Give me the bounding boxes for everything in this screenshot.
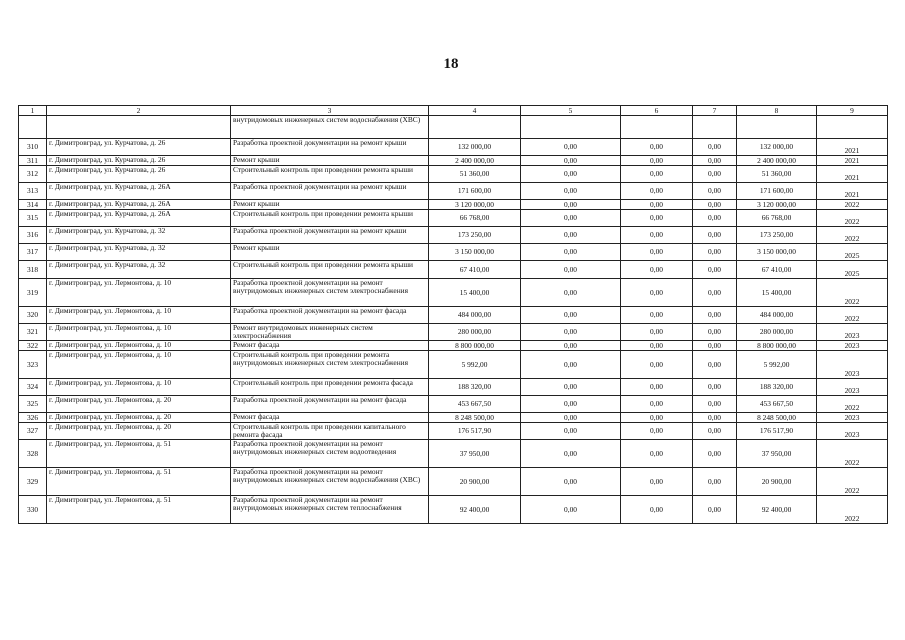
table-row — [19, 396, 888, 413]
amount-owners-cell: 67 410,00 — [737, 261, 817, 279]
address-cell: г. Димитровград, ул. Курчатова, д. 32 — [47, 227, 231, 244]
work-cell: Строительный контроль при проведении ремонта крыши — [231, 166, 429, 183]
work-cell: Разработка проектной документации на ремонт внутридомовых инженерных систем водоотведения — [231, 440, 429, 468]
table-cell — [693, 116, 737, 139]
amount-total-cell: 280 000,00 — [429, 324, 521, 341]
amount-owners-cell: 3 150 000,00 — [737, 244, 817, 261]
amount-owners-cell: 51 360,00 — [737, 166, 817, 183]
amount-fund-cell: 0,00 — [521, 396, 621, 413]
address-cell: г. Димитровград, ул. Курчатова, д. 26А — [47, 210, 231, 227]
amount-owners-cell: 20 900,00 — [737, 468, 817, 496]
amount-region-cell: 0,00 — [621, 210, 693, 227]
table-cell — [47, 116, 231, 139]
table-row — [19, 244, 888, 261]
year-cell: 2021 — [817, 156, 888, 166]
table-row — [19, 279, 888, 307]
amount-fund-cell: 0,00 — [521, 324, 621, 341]
amount-local-cell: 0,00 — [693, 166, 737, 183]
row-number-cell: 310 — [19, 139, 47, 156]
amount-region-cell: 0,00 — [621, 200, 693, 210]
work-cell: Разработка проектной документации на ремонт крыши — [231, 139, 429, 156]
table-row — [19, 351, 888, 379]
table-cell — [521, 116, 621, 139]
address-cell: г. Димитровград, ул. Лермонтова, д. 10 — [47, 379, 231, 396]
year-cell: 2022 — [817, 227, 888, 244]
work-cell: Разработка проектной документации на ремонт внутридомовых инженерных систем электроснабжения — [231, 279, 429, 307]
amount-fund-cell: 0,00 — [521, 440, 621, 468]
row-number-cell: 328 — [19, 440, 47, 468]
row-number-cell: 327 — [19, 423, 47, 440]
amount-total-cell: 484 000,00 — [429, 307, 521, 324]
row-number-cell: 325 — [19, 396, 47, 413]
amount-total-cell: 8 248 500,00 — [429, 413, 521, 423]
table-cell — [817, 116, 888, 139]
amount-owners-cell: 15 400,00 — [737, 279, 817, 307]
column-header: 3 — [231, 106, 429, 116]
table-row — [19, 183, 888, 200]
address-cell: г. Димитровград, ул. Лермонтова, д. 10 — [47, 341, 231, 351]
amount-fund-cell: 0,00 — [521, 423, 621, 440]
amount-fund-cell: 0,00 — [521, 261, 621, 279]
row-number-cell: 330 — [19, 496, 47, 524]
work-cell: Разработка проектной документации на ремонт крыши — [231, 227, 429, 244]
amount-owners-cell: 173 250,00 — [737, 227, 817, 244]
row-number-cell: 319 — [19, 279, 47, 307]
amount-local-cell: 0,00 — [693, 200, 737, 210]
column-header: 1 — [19, 106, 47, 116]
amount-owners-cell: 453 667,50 — [737, 396, 817, 413]
amount-region-cell: 0,00 — [621, 423, 693, 440]
amount-total-cell: 5 992,00 — [429, 351, 521, 379]
table-row — [19, 423, 888, 440]
year-cell: 2025 — [817, 261, 888, 279]
row-number-cell: 314 — [19, 200, 47, 210]
amount-total-cell: 3 150 000,00 — [429, 244, 521, 261]
column-header: 7 — [693, 106, 737, 116]
amount-total-cell: 66 768,00 — [429, 210, 521, 227]
year-cell: 2022 — [817, 468, 888, 496]
amount-local-cell: 0,00 — [693, 379, 737, 396]
amount-region-cell: 0,00 — [621, 379, 693, 396]
amount-total-cell: 188 320,00 — [429, 379, 521, 396]
amount-region-cell: 0,00 — [621, 396, 693, 413]
year-cell: 2022 — [817, 210, 888, 227]
column-header: 6 — [621, 106, 693, 116]
amount-local-cell: 0,00 — [693, 210, 737, 227]
amount-fund-cell: 0,00 — [521, 166, 621, 183]
work-cell: Ремонт крыши — [231, 200, 429, 210]
year-cell: 2025 — [817, 244, 888, 261]
work-cell: Разработка проектной документации на ремонт внутридомовых инженерных систем теплоснабжения — [231, 496, 429, 524]
address-cell: г. Димитровград, ул. Курчатова, д. 32 — [47, 261, 231, 279]
amount-total-cell: 51 360,00 — [429, 166, 521, 183]
table-cell — [621, 116, 693, 139]
column-header: 9 — [817, 106, 888, 116]
amount-local-cell: 0,00 — [693, 496, 737, 524]
amount-total-cell: 3 120 000,00 — [429, 200, 521, 210]
repair-program-table — [18, 105, 888, 524]
column-header: 2 — [47, 106, 231, 116]
address-cell: г. Димитровград, ул. Курчатова, д. 32 — [47, 244, 231, 261]
work-cell: внутридомовых инженерных систем водоснабжения (ХВС) — [231, 116, 429, 139]
amount-region-cell: 0,00 — [621, 279, 693, 307]
column-header: 5 — [521, 106, 621, 116]
amount-owners-cell: 66 768,00 — [737, 210, 817, 227]
year-cell: 2021 — [817, 183, 888, 200]
amount-region-cell: 0,00 — [621, 156, 693, 166]
amount-owners-cell: 2 400 000,00 — [737, 156, 817, 166]
table-body — [19, 106, 888, 524]
amount-fund-cell: 0,00 — [521, 244, 621, 261]
amount-total-cell: 20 900,00 — [429, 468, 521, 496]
amount-owners-cell: 8 248 500,00 — [737, 413, 817, 423]
amount-fund-cell: 0,00 — [521, 210, 621, 227]
table-row — [19, 261, 888, 279]
amount-region-cell: 0,00 — [621, 468, 693, 496]
work-cell: Строительный контроль при проведении ремонта крыши — [231, 261, 429, 279]
amount-owners-cell: 37 950,00 — [737, 440, 817, 468]
amount-total-cell: 453 667,50 — [429, 396, 521, 413]
row-number-cell: 320 — [19, 307, 47, 324]
amount-total-cell: 171 600,00 — [429, 183, 521, 200]
table-row — [19, 166, 888, 183]
work-cell: Ремонт внутридомовых инженерных систем электроснабжения — [231, 324, 429, 341]
table-row — [19, 200, 888, 210]
amount-region-cell: 0,00 — [621, 341, 693, 351]
year-cell: 2023 — [817, 423, 888, 440]
amount-fund-cell: 0,00 — [521, 183, 621, 200]
amount-owners-cell: 188 320,00 — [737, 379, 817, 396]
year-cell: 2023 — [817, 379, 888, 396]
amount-region-cell: 0,00 — [621, 166, 693, 183]
year-cell: 2022 — [817, 496, 888, 524]
row-number-cell: 326 — [19, 413, 47, 423]
table-cell — [19, 116, 47, 139]
work-cell: Разработка проектной документации на ремонт крыши — [231, 183, 429, 200]
amount-total-cell: 132 000,00 — [429, 139, 521, 156]
work-cell: Разработка проектной документации на ремонт фасада — [231, 396, 429, 413]
amount-owners-cell: 132 000,00 — [737, 139, 817, 156]
amount-local-cell: 0,00 — [693, 351, 737, 379]
amount-region-cell: 0,00 — [621, 496, 693, 524]
row-number-cell: 316 — [19, 227, 47, 244]
table-row — [19, 440, 888, 468]
year-cell: 2023 — [817, 413, 888, 423]
amount-total-cell: 15 400,00 — [429, 279, 521, 307]
work-cell: Ремонт крыши — [231, 156, 429, 166]
amount-region-cell: 0,00 — [621, 244, 693, 261]
amount-owners-cell: 280 000,00 — [737, 324, 817, 341]
address-cell: г. Димитровград, ул. Курчатова, д. 26 — [47, 156, 231, 166]
column-header: 8 — [737, 106, 817, 116]
amount-region-cell: 0,00 — [621, 324, 693, 341]
year-cell: 2022 — [817, 279, 888, 307]
row-number-cell: 324 — [19, 379, 47, 396]
amount-fund-cell: 0,00 — [521, 351, 621, 379]
row-number-cell: 323 — [19, 351, 47, 379]
amount-local-cell: 0,00 — [693, 227, 737, 244]
amount-local-cell: 0,00 — [693, 440, 737, 468]
amount-local-cell: 0,00 — [693, 139, 737, 156]
work-cell: Разработка проектной документации на ремонт внутридомовых инженерных систем водоснабжения (ХВС) — [231, 468, 429, 496]
work-cell: Ремонт фасада — [231, 341, 429, 351]
amount-fund-cell: 0,00 — [521, 227, 621, 244]
work-cell: Строительный контроль при проведении ремонта внутридомовых инженерных систем электроснабжения — [231, 351, 429, 379]
amount-owners-cell: 176 517,90 — [737, 423, 817, 440]
amount-local-cell: 0,00 — [693, 423, 737, 440]
amount-local-cell: 0,00 — [693, 341, 737, 351]
amount-owners-cell: 8 800 000,00 — [737, 341, 817, 351]
year-cell: 2023 — [817, 351, 888, 379]
table-row — [19, 307, 888, 324]
page-number: 18 — [443, 56, 459, 72]
amount-local-cell: 0,00 — [693, 244, 737, 261]
amount-total-cell: 8 800 000,00 — [429, 341, 521, 351]
table-row — [19, 341, 888, 351]
work-cell: Ремонт крыши — [231, 244, 429, 261]
amount-total-cell: 176 517,90 — [429, 423, 521, 440]
header-row — [19, 106, 888, 116]
amount-region-cell: 0,00 — [621, 440, 693, 468]
amount-total-cell: 92 400,00 — [429, 496, 521, 524]
amount-owners-cell: 484 000,00 — [737, 307, 817, 324]
amount-owners-cell: 5 992,00 — [737, 351, 817, 379]
year-cell: 2021 — [817, 166, 888, 183]
amount-region-cell: 0,00 — [621, 139, 693, 156]
table-cell — [429, 116, 521, 139]
year-cell: 2022 — [817, 396, 888, 413]
work-cell: Строительный контроль при проведении капитального ремонта фасада — [231, 423, 429, 440]
year-cell: 2022 — [817, 200, 888, 210]
address-cell: г. Димитровград, ул. Курчатова, д. 26 — [47, 139, 231, 156]
row-number-cell: 322 — [19, 341, 47, 351]
row-number-cell: 313 — [19, 183, 47, 200]
amount-total-cell: 173 250,00 — [429, 227, 521, 244]
amount-fund-cell: 0,00 — [521, 496, 621, 524]
work-cell: Строительный контроль при проведении ремонта фасада — [231, 379, 429, 396]
table-cell — [737, 116, 817, 139]
amount-fund-cell: 0,00 — [521, 379, 621, 396]
table-row — [19, 156, 888, 166]
table-row — [19, 496, 888, 524]
amount-local-cell: 0,00 — [693, 468, 737, 496]
amount-total-cell: 2 400 000,00 — [429, 156, 521, 166]
table-row — [19, 324, 888, 341]
year-cell: 2022 — [817, 440, 888, 468]
amount-fund-cell: 0,00 — [521, 200, 621, 210]
amount-fund-cell: 0,00 — [521, 468, 621, 496]
table-row — [19, 413, 888, 423]
row-number-cell: 321 — [19, 324, 47, 341]
table-row — [19, 139, 888, 156]
amount-owners-cell: 171 600,00 — [737, 183, 817, 200]
table-row — [19, 379, 888, 396]
amount-region-cell: 0,00 — [621, 307, 693, 324]
amount-local-cell: 0,00 — [693, 396, 737, 413]
address-cell: г. Димитровград, ул. Курчатова, д. 26А — [47, 183, 231, 200]
amount-owners-cell: 3 120 000,00 — [737, 200, 817, 210]
amount-region-cell: 0,00 — [621, 227, 693, 244]
amount-region-cell: 0,00 — [621, 351, 693, 379]
address-cell: г. Димитровград, ул. Лермонтова, д. 10 — [47, 324, 231, 341]
amount-local-cell: 0,00 — [693, 307, 737, 324]
address-cell: г. Димитровград, ул. Курчатова, д. 26 — [47, 166, 231, 183]
work-cell: Ремонт фасада — [231, 413, 429, 423]
address-cell: г. Димитровград, ул. Курчатова, д. 26А — [47, 200, 231, 210]
row-number-cell: 329 — [19, 468, 47, 496]
year-cell: 2023 — [817, 341, 888, 351]
address-cell: г. Димитровград, ул. Лермонтова, д. 51 — [47, 496, 231, 524]
row-number-cell: 312 — [19, 166, 47, 183]
amount-region-cell: 0,00 — [621, 413, 693, 423]
amount-total-cell: 37 950,00 — [429, 440, 521, 468]
table-row — [19, 227, 888, 244]
address-cell: г. Димитровград, ул. Лермонтова, д. 10 — [47, 351, 231, 379]
amount-local-cell: 0,00 — [693, 261, 737, 279]
address-cell: г. Димитровград, ул. Лермонтова, д. 20 — [47, 413, 231, 423]
amount-fund-cell: 0,00 — [521, 413, 621, 423]
amount-local-cell: 0,00 — [693, 183, 737, 200]
year-cell: 2023 — [817, 324, 888, 341]
amount-owners-cell: 92 400,00 — [737, 496, 817, 524]
year-cell: 2022 — [817, 307, 888, 324]
row-number-cell: 315 — [19, 210, 47, 227]
amount-fund-cell: 0,00 — [521, 307, 621, 324]
amount-local-cell: 0,00 — [693, 413, 737, 423]
amount-local-cell: 0,00 — [693, 279, 737, 307]
column-header: 4 — [429, 106, 521, 116]
address-cell: г. Димитровград, ул. Лермонтова, д. 51 — [47, 468, 231, 496]
table-row — [19, 468, 888, 496]
amount-region-cell: 0,00 — [621, 261, 693, 279]
amount-total-cell: 67 410,00 — [429, 261, 521, 279]
amount-local-cell: 0,00 — [693, 324, 737, 341]
work-cell: Строительный контроль при проведении ремонта крыши — [231, 210, 429, 227]
address-cell: г. Димитровград, ул. Лермонтова, д. 20 — [47, 423, 231, 440]
row-number-cell: 317 — [19, 244, 47, 261]
address-cell: г. Димитровград, ул. Лермонтова, д. 51 — [47, 440, 231, 468]
year-cell: 2021 — [817, 139, 888, 156]
amount-fund-cell: 0,00 — [521, 139, 621, 156]
amount-local-cell: 0,00 — [693, 156, 737, 166]
row-number-cell: 318 — [19, 261, 47, 279]
continuation-row — [19, 116, 888, 139]
address-cell: г. Димитровград, ул. Лермонтова, д. 10 — [47, 279, 231, 307]
amount-fund-cell: 0,00 — [521, 341, 621, 351]
address-cell: г. Димитровград, ул. Лермонтова, д. 10 — [47, 307, 231, 324]
row-number-cell: 311 — [19, 156, 47, 166]
amount-fund-cell: 0,00 — [521, 279, 621, 307]
work-cell: Разработка проектной документации на ремонт фасада — [231, 307, 429, 324]
address-cell: г. Димитровград, ул. Лермонтова, д. 20 — [47, 396, 231, 413]
amount-fund-cell: 0,00 — [521, 156, 621, 166]
table-row — [19, 210, 888, 227]
amount-region-cell: 0,00 — [621, 183, 693, 200]
